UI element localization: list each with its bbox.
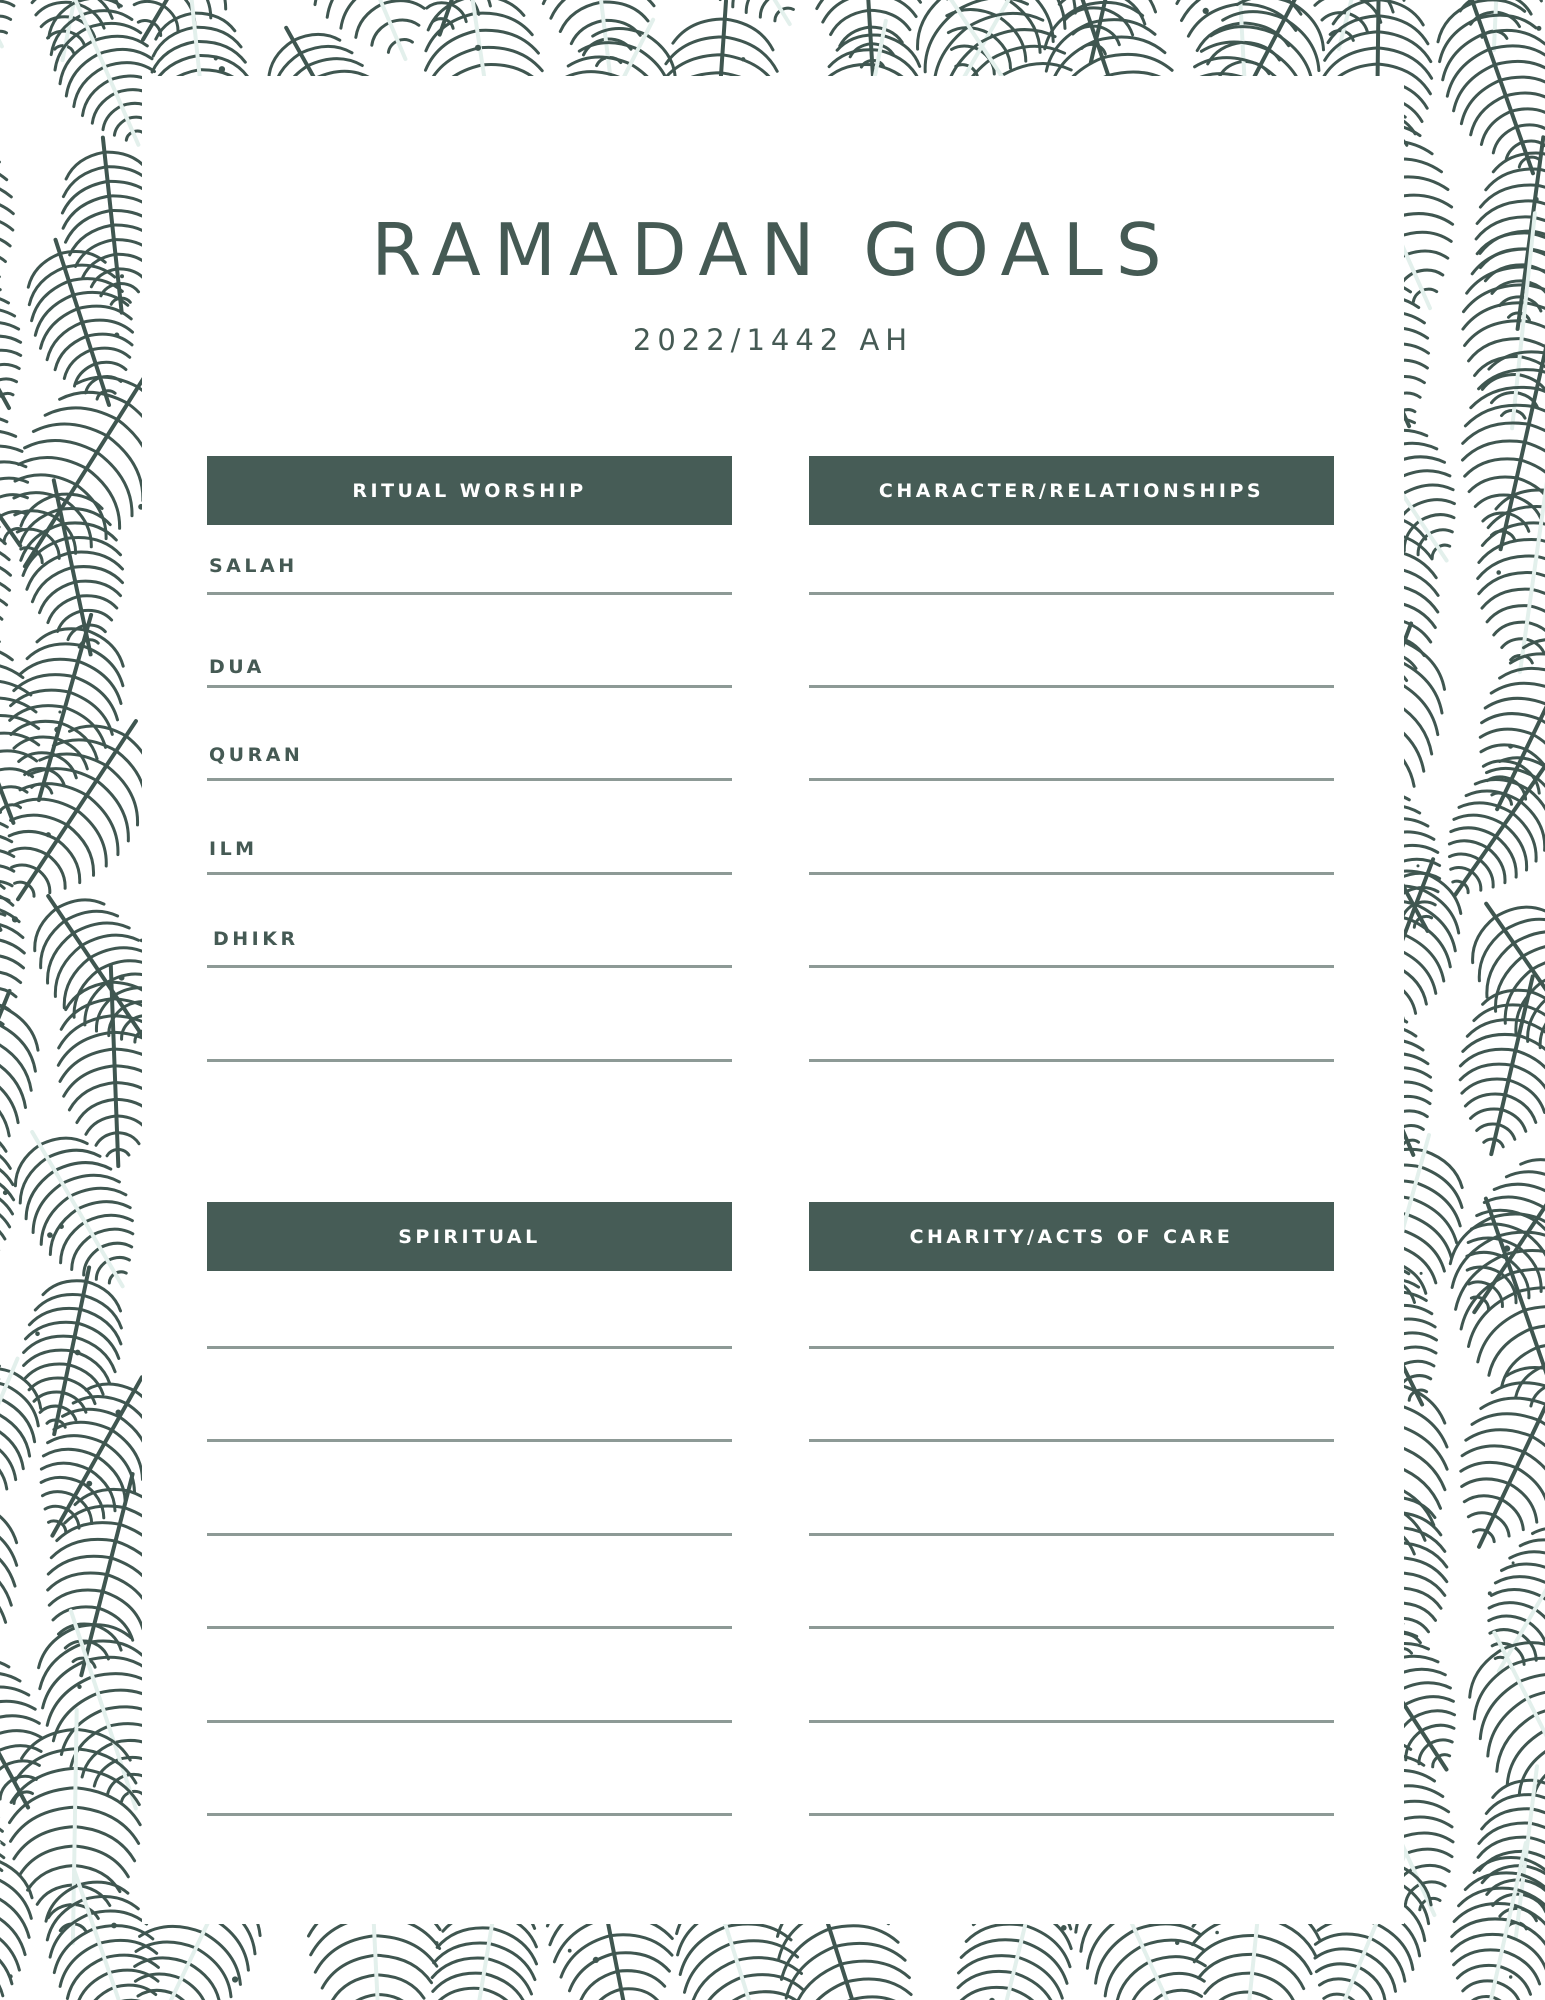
goal-label-ilm: ILM	[209, 838, 258, 860]
dot-icon	[8, 1974, 12, 1978]
section-heading-character-relationships: CHARACTER/RELATIONSHIPS	[809, 456, 1334, 525]
page-title: RAMADAN GOALS	[371, 208, 1175, 292]
section-heading-charity-acts-of-care: CHARITY/ACTS OF CARE	[809, 1202, 1334, 1271]
goal-line[interactable]	[809, 1059, 1334, 1062]
goal-line[interactable]	[809, 1533, 1334, 1536]
palm-leaf-icon	[1438, 0, 1545, 173]
dot-icon	[741, 57, 745, 61]
dot-icon	[54, 727, 60, 733]
goal-line-dua[interactable]	[207, 685, 732, 688]
goal-line[interactable]	[809, 778, 1334, 781]
palm-leaf-icon	[0, 0, 16, 46]
dot-icon	[568, 1949, 572, 1953]
dot-icon	[1512, 1561, 1515, 1564]
goal-line[interactable]	[809, 965, 1334, 968]
goal-line[interactable]	[207, 1720, 732, 1723]
dot-icon	[1488, 1591, 1492, 1595]
palm-leaf-icon	[130, 0, 287, 40]
dot-icon	[35, 1332, 40, 1337]
dot-icon	[435, 1941, 439, 1945]
goal-line[interactable]	[207, 1533, 732, 1536]
palm-leaf-icon	[1463, 213, 1545, 428]
goal-line-salah[interactable]	[207, 592, 732, 595]
palm-leaf-icon	[0, 1359, 41, 1520]
palm-leaf-icon	[533, 0, 659, 76]
goal-line[interactable]	[809, 1626, 1334, 1629]
dot-icon	[58, 711, 61, 714]
goal-line[interactable]	[809, 592, 1334, 595]
dot-icon	[1215, 1931, 1219, 1935]
dot-icon	[1508, 744, 1513, 749]
dot-icon	[214, 56, 218, 60]
goal-line[interactable]	[207, 1813, 732, 1816]
dot-icon	[75, 1350, 81, 1356]
dot-icon	[120, 274, 124, 278]
dot-icon	[1496, 570, 1501, 575]
dot-icon	[111, 1923, 117, 1929]
palm-leaf-icon	[0, 991, 38, 1185]
dot-icon	[1509, 1975, 1512, 1978]
dot-icon	[593, 1957, 599, 1963]
goal-line-quran[interactable]	[207, 778, 732, 781]
palm-leaf-icon	[1461, 1357, 1545, 1547]
dot-icon	[1420, 1272, 1423, 1275]
dot-icon	[1203, 8, 1209, 14]
dot-icon	[1536, 26, 1541, 31]
dot-icon	[86, 1481, 92, 1487]
section-heading-ritual-worship: RITUAL WORSHIP	[207, 456, 732, 525]
dot-icon	[219, 66, 225, 72]
dot-icon	[46, 832, 51, 837]
goal-label-salah: SALAH	[209, 555, 298, 577]
palm-leaf-icon	[1463, 335, 1545, 549]
section-character-relationships	[809, 456, 1334, 1161]
dot-icon	[1417, 864, 1420, 867]
goal-line-blank[interactable]	[207, 1059, 732, 1062]
section-charity-acts-of-care	[809, 1202, 1334, 1922]
goal-label-dhikr: DHIKR	[213, 928, 299, 950]
dot-icon	[119, 975, 125, 981]
dot-icon	[116, 1410, 122, 1416]
palm-leaf-icon	[0, 251, 21, 409]
section-spiritual	[207, 1202, 732, 1922]
palm-leaf-icon	[0, 616, 39, 823]
dot-icon	[1061, 1925, 1067, 1931]
goal-line[interactable]	[809, 685, 1334, 688]
goal-label-dua: DUA	[209, 656, 265, 678]
goal-line[interactable]	[207, 1626, 732, 1629]
goal-line[interactable]	[809, 1346, 1334, 1349]
palm-leaf-icon	[0, 1753, 4, 1920]
palm-leaf-icon	[15, 1132, 132, 1286]
palm-leaf-icon	[0, 98, 13, 308]
goal-line[interactable]	[207, 1439, 732, 1442]
goal-line[interactable]	[809, 872, 1334, 875]
goal-line[interactable]	[809, 1439, 1334, 1442]
palm-leaf-icon	[0, 1638, 41, 1807]
goal-line[interactable]	[207, 1346, 732, 1349]
dot-icon	[1534, 197, 1538, 201]
dot-icon	[12, 916, 18, 922]
goal-line-ilm[interactable]	[207, 872, 732, 875]
dot-icon	[232, 1976, 238, 1982]
dot-icon	[77, 1685, 81, 1689]
palm-leaf-icon	[24, 1268, 122, 1435]
palm-leaf-icon	[1435, 0, 1545, 50]
dot-icon	[47, 1232, 53, 1238]
palm-leaf-icon	[0, 1114, 14, 1289]
palm-leaf-icon	[1460, 976, 1545, 1154]
goal-line[interactable]	[809, 1720, 1334, 1723]
dot-icon	[1175, 1941, 1179, 1945]
goal-line-dhikr[interactable]	[207, 965, 732, 968]
planner-sheet	[142, 76, 1404, 1924]
dot-icon	[3, 1190, 8, 1195]
palm-leaf-icon	[1489, 1522, 1545, 1671]
section-ritual-worship	[207, 456, 732, 1161]
palm-leaf-icon	[9, 721, 152, 899]
page-subtitle: 2022/1442 AH	[632, 323, 914, 357]
dot-icon	[114, 333, 119, 338]
dot-icon	[59, 1224, 64, 1229]
goal-line[interactable]	[809, 1813, 1334, 1816]
section-heading-spiritual: SPIRITUAL	[207, 1202, 732, 1271]
goal-label-quran: QURAN	[209, 744, 304, 766]
palm-leaf-icon	[35, 896, 156, 1045]
palm-leaf-icon	[280, 0, 429, 59]
dot-icon	[475, 45, 481, 51]
